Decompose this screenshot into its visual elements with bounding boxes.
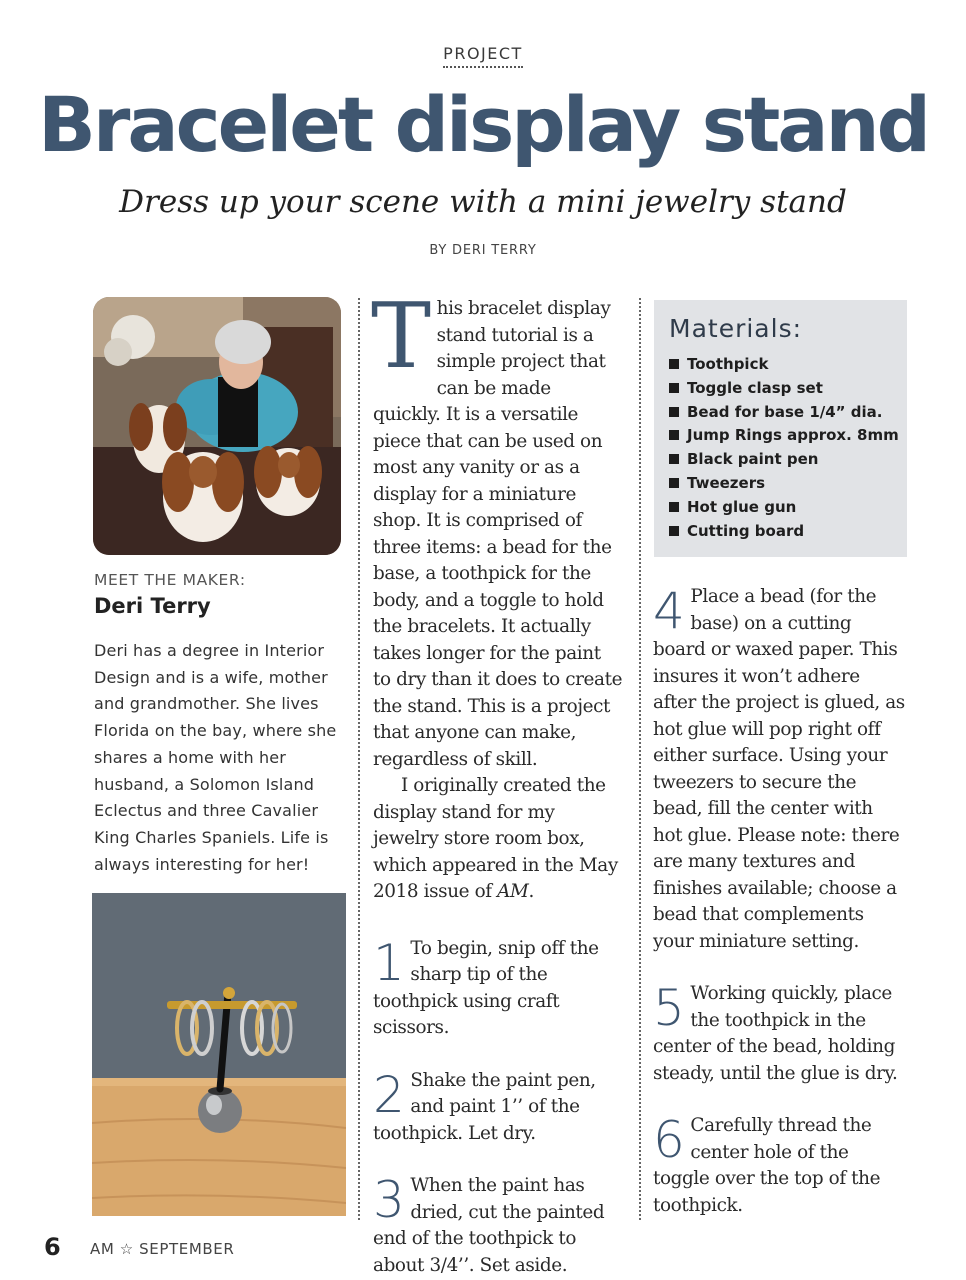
intro-paragraph-2: I originally created the display stand for my jewelry store room box, which appeared in the May 2018 issue of AM. xyxy=(373,775,618,902)
intro-paragraph xyxy=(371,284,623,773)
column-divider-right xyxy=(639,298,641,1220)
maker-bio: Deri has a degree in Interior Design and is a wife, mother and grandmother. She lives Florida on the bay, where she shares a home with her husband, a Solomon Island Eclectus and three Cavalier King Charles Spaniels. Life is always interesting for her! xyxy=(94,641,337,874)
subtitle: Dress up your scene with a mini jewelry stand xyxy=(119,184,847,220)
intro-text: his bracelet display stand tutorial is a simple project that can be made quickly. It is a versatile piece that can be used on most any vanity or as a display for a miniature shop. It is comprised of three items: a bead for the base, a toothpick for the body, and a toggle to hold the bracelets. It actually takes longer for the paint to dry than it does to create the stand. This is a project that anyone can make, regardless of skill. xyxy=(373,298,623,770)
page-title: Bracelet display stand xyxy=(37,80,929,169)
column-divider-left xyxy=(358,298,360,1220)
square-bullet-icon xyxy=(669,526,679,536)
square-bullet-icon xyxy=(669,407,679,417)
step-number: 1 xyxy=(373,933,405,992)
square-bullet-icon xyxy=(669,478,679,488)
materials-item: Toothpick xyxy=(669,353,907,377)
step-number: 6 xyxy=(653,1111,685,1169)
materials-item: Tweezers xyxy=(669,472,907,496)
materials-item: Toggle clasp set xyxy=(669,377,907,401)
middle-column xyxy=(371,284,623,1279)
step-text: When the paint has dried, cut the painted end of the toothpick to about 3/4’’. Set aside. xyxy=(373,1175,605,1276)
section-label-text: PROJECT xyxy=(443,44,523,68)
maker-photo xyxy=(93,297,341,555)
step-text: Working quickly, place the toothpick in the center of the bead, holding steady, until the glue is dry. xyxy=(653,983,898,1084)
page-number: 6 xyxy=(44,1233,61,1261)
step-5 xyxy=(653,981,905,1087)
step-text: Carefully thread the center hole of the toggle over the top of the toothpick. xyxy=(653,1115,881,1216)
materials-item: Cutting board xyxy=(669,520,907,544)
square-bullet-icon xyxy=(669,502,679,512)
step-6 xyxy=(653,1113,905,1219)
step-number: 2 xyxy=(373,1065,405,1124)
right-column xyxy=(653,584,905,1219)
step-number: 3 xyxy=(373,1171,405,1229)
materials-item: Hot glue gun xyxy=(669,496,907,520)
bracelet-stand-photo xyxy=(92,893,346,1216)
square-bullet-icon xyxy=(669,359,679,369)
square-bullet-icon xyxy=(669,383,679,393)
maker-name: Deri Terry xyxy=(94,594,211,618)
step-text: Shake the paint pen, and paint 1’’ of the toothpick. Let dry. xyxy=(373,1069,596,1144)
materials-item: Jump Rings approx. 8mm xyxy=(669,424,907,448)
step-1 xyxy=(373,933,623,1042)
drop-cap: T xyxy=(371,284,431,389)
meet-the-maker-label: MEET THE MAKER: xyxy=(94,571,246,589)
byline: BY DERI TERRY xyxy=(429,243,537,258)
materials-box xyxy=(654,300,907,557)
step-3 xyxy=(373,1173,623,1279)
step-number: 4 xyxy=(653,582,685,640)
section-label xyxy=(0,44,966,68)
materials-list xyxy=(669,353,907,543)
materials-item: Black paint pen xyxy=(669,448,907,472)
step-number: 5 xyxy=(653,979,685,1037)
step-text: Place a bead (for the base) on a cutting board or waxed paper. This insures it won’t adhere after the project is glued, as hot glue will pop right off either surface. Using your tweezers to secure the bead, fill the center with hot glue. Please note: there are many textures and finishes available; choose a bead that complements your miniature setting. xyxy=(653,586,905,952)
step-text: To begin, snip off the sharp tip of the toothpick using craft scissors. xyxy=(373,937,599,1038)
materials-heading: Materials: xyxy=(669,314,803,343)
square-bullet-icon xyxy=(669,430,679,440)
step-2 xyxy=(373,1065,623,1148)
square-bullet-icon xyxy=(669,454,679,464)
running-footer: AM ☆ SEPTEMBER xyxy=(90,1240,235,1258)
step-4 xyxy=(653,584,905,955)
materials-item: Bead for base 1/4” dia. xyxy=(669,401,907,425)
